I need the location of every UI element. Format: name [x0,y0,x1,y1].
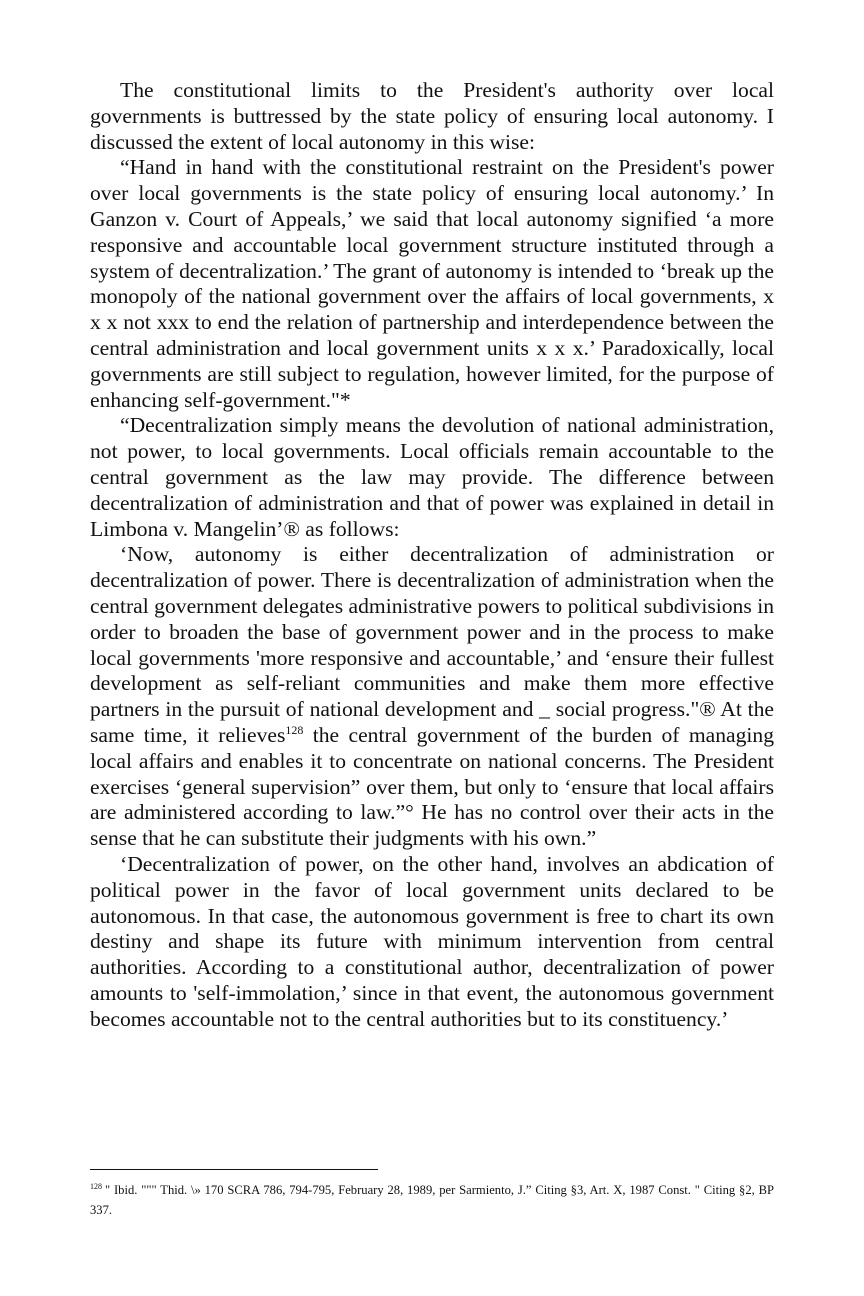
footnote-divider [90,1169,378,1170]
paragraph-1: The constitutional limits to the President's authority over local governments is buttressed by the state policy of ensuring local autonomy. I discussed the extent of local autonomy in this wise: [90,78,774,154]
footnote-text: " Ibid. """ Thid. \» 170 SCRA 786, 794-795, February 28, 1989, per Sarmiento, J.” Citing §3, Art. X, 1987 Const. " Citing §2, BP 337. [90,1183,774,1217]
paragraph-5: ‘Decentralization of power, on the other hand, involves an abdication of political power in the favor of local government units declared to be autonomous. In that case, the autonomous government is free to chart its own destiny and shape its future with minimum intervention from central authorities. According to a constitutional author, decentralization of power amounts to 'self-immolation,’ since in that event, the autonomous government becomes accountable not to the central authorities but to its constituency.’ [90,851,774,1031]
paragraph-3: “Decentralization simply means the devolution of national administration, not power, to local governments. Local officials remain accountable to the central government as the law may provide. The difference between decentralization of administration and that of power was explained in detail in Limbona v. Mangelin’® as follows: [90,413,774,541]
footnote-number: 128 [90,1181,102,1191]
document-body [90,78,774,1032]
paragraph-2: “Hand in hand with the constitutional restraint on the President's power over local governments is the state policy of ensuring local autonomy.’ In Ganzon v. Court of Appeals,’ we said that local autonomy signified ‘a more responsive and accountable local government structure instituted through a system of decentralization.’ The grant of autonomy is intended to ‘break up the monopoly of the national government over the affairs of local governments, x x x not xxx to end the relation of partnership and interdependence between the central administration and local government units x x x.’ Paradoxically, local governments are still subject to regulation, however limited, for the purpose of enhancing self-government."* [90,155,774,412]
paragraph-4-text-before: ‘Now, autonomy is either decentralization of administration or decentralization of power. There is decentralization of administration when the central government delegates administrative powers to political subdivisions in order to broaden the base of government power and in the process to make local governments 'more responsive and accountable,’ and ‘ensure their fullest development as self-reliant communities and make them more effective partners in the pursuit of national development and _ social progress."® At the same time, it relieves [90,542,774,747]
paragraph-4-text-after: the central government of the burden of managing local affairs and enables it to concentrate on national concerns. The President exercises ‘general supervision” over them, but only to ‘ensure that local affairs are administered according to law.”° He has no control over their acts in the sense that he can substitute their judgments with his own.” [90,722,774,851]
footnote-reference: 128 [285,722,304,737]
footnote [90,1181,774,1220]
paragraph-4 [90,542,774,852]
